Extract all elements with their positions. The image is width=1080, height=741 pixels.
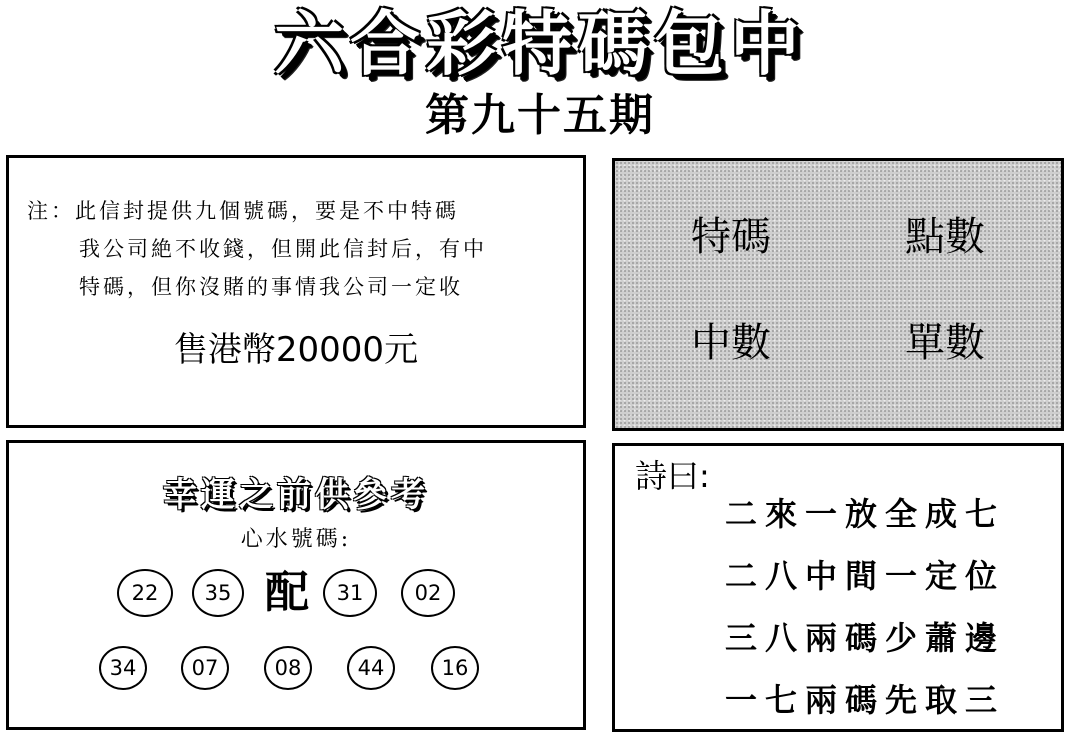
code-types-panel xyxy=(612,158,1064,431)
number-ball: 22 xyxy=(117,569,173,617)
note-line-2: 我公司絶不收錢，但開此信封后，有中 xyxy=(79,237,487,261)
page-title: 六合彩特碼包中 xyxy=(274,2,806,85)
code-middle: 中數 xyxy=(691,320,771,366)
lucky-numbers-panel xyxy=(6,440,586,730)
pair-label: 配 xyxy=(265,567,309,618)
note-line-3: 特碼，但你沒賭的事情我公司一定收 xyxy=(79,275,463,299)
number-ball: 35 xyxy=(192,569,244,617)
number-ball: 07 xyxy=(181,646,229,690)
number-ball: 08 xyxy=(264,646,312,690)
number-ball: 31 xyxy=(323,569,377,617)
note-line-1: 注：此信封提供九個號碼，要是不中特碼 xyxy=(27,199,459,223)
lucky-subtitle: 心水號碼: xyxy=(240,527,352,552)
issue-number: 第九十五期 xyxy=(425,90,655,141)
note-panel xyxy=(6,155,586,428)
poem-line-2: 二八中間一定位 xyxy=(725,557,1006,595)
poem-line-3: 三八兩碼少蕭邊 xyxy=(725,619,1006,657)
price-suffix: 元 xyxy=(384,330,419,370)
number-ball: 44 xyxy=(347,646,395,690)
poem-heading: 詩曰: xyxy=(635,457,710,495)
poem-line-4: 一七兩碼先取三 xyxy=(725,681,1006,719)
lucky-title: 幸運之前供參考 xyxy=(163,475,429,515)
code-odd: 單數 xyxy=(905,320,985,366)
price-line xyxy=(9,328,583,372)
number-ball: 34 xyxy=(99,646,147,690)
number-ball: 16 xyxy=(431,646,479,690)
price-prefix: 售港幣 xyxy=(173,330,276,370)
number-ball: 02 xyxy=(401,569,455,617)
price-amount: 20000 xyxy=(275,330,385,370)
code-special: 特碼 xyxy=(691,214,771,260)
poem-line-1: 二來一放全成七 xyxy=(725,495,1006,533)
code-points: 點數 xyxy=(905,214,985,260)
poem-panel xyxy=(612,443,1064,732)
